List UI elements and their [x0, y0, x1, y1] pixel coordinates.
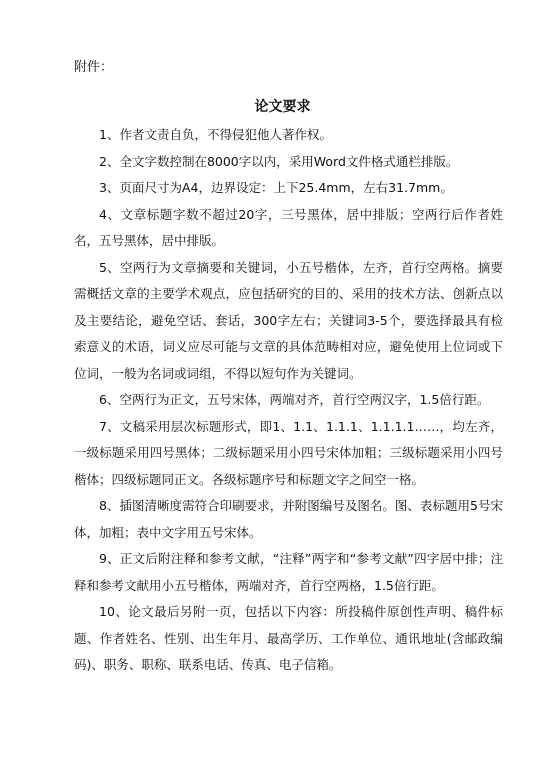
document-title: 论文要求: [254, 99, 311, 115]
requirement-item-3: 3、页面尺寸为A4，边界设定：上下25.4mm，左右31.7mm。: [99, 180, 453, 195]
requirement-item-4: 4、文章标题字数不超过20字，三号黑体，居中排版；空两行后作者姓名，五号黑体，居中排版。: [74, 206, 503, 248]
requirement-item-9: 9、正文后附注释和参考文献，“注释”两字和“参考文献”四字居中排；注释和参考文献用小五号楷体，两端对齐，首行空两格，1.5倍行距。: [74, 551, 503, 593]
requirement-item-1: 1、作者文责自负，不得侵犯他人著作权。: [99, 127, 332, 142]
requirement-item-6: 6、空两行为正文，五号宋体，两端对齐，首行空两汉字，1.5倍行距。: [99, 392, 490, 407]
attachment-label: 附件：: [74, 60, 114, 75]
requirement-item-2: 2、全文字数控制在8000字以内，采用Word文件格式通栏排版。: [99, 153, 459, 169]
requirement-item-7: 7、文稿采用层次标题形式，即1、1.1、1.1.1、1.1.1.1……，均左齐，一级标题采用四号黑体；二级标题采用小四号宋体加粗；三级标题采用小四号楷体；四级标题同正文。各级标题序号和标题文字之间空一格。: [74, 418, 503, 487]
requirement-item-8: 8、插图清晰度需符合印刷要求，并附图编号及图名。图、表标题用5号宋体，加粗；表中文字用五号宋体。: [74, 498, 503, 540]
requirement-item-5: 5、空两行为文章摘要和关键词，小五号楷体，左齐，首行空两格。摘要需概括文章的主要学术观点，应包括研究的目的、采用的技术方法、创新点以及主要结论，避免空话、套话，300字左右；关键词3-5个，要选择最具有检索意义的术语，词义应尽可能与文章的具体范畴相对应，避免使用上位词或下位词，一般为名词或词组，不得以短句作为关键词。: [74, 259, 503, 381]
requirement-item-10: 10、论文最后另附一页，包括以下内容：所投稿件原创性声明、稿件标题、作者姓名、性别、出生年月、最高学历、工作单位、通讯地址(含邮政编码)、职务、职称、联系电话、传真、电子信箱。: [74, 604, 503, 672]
